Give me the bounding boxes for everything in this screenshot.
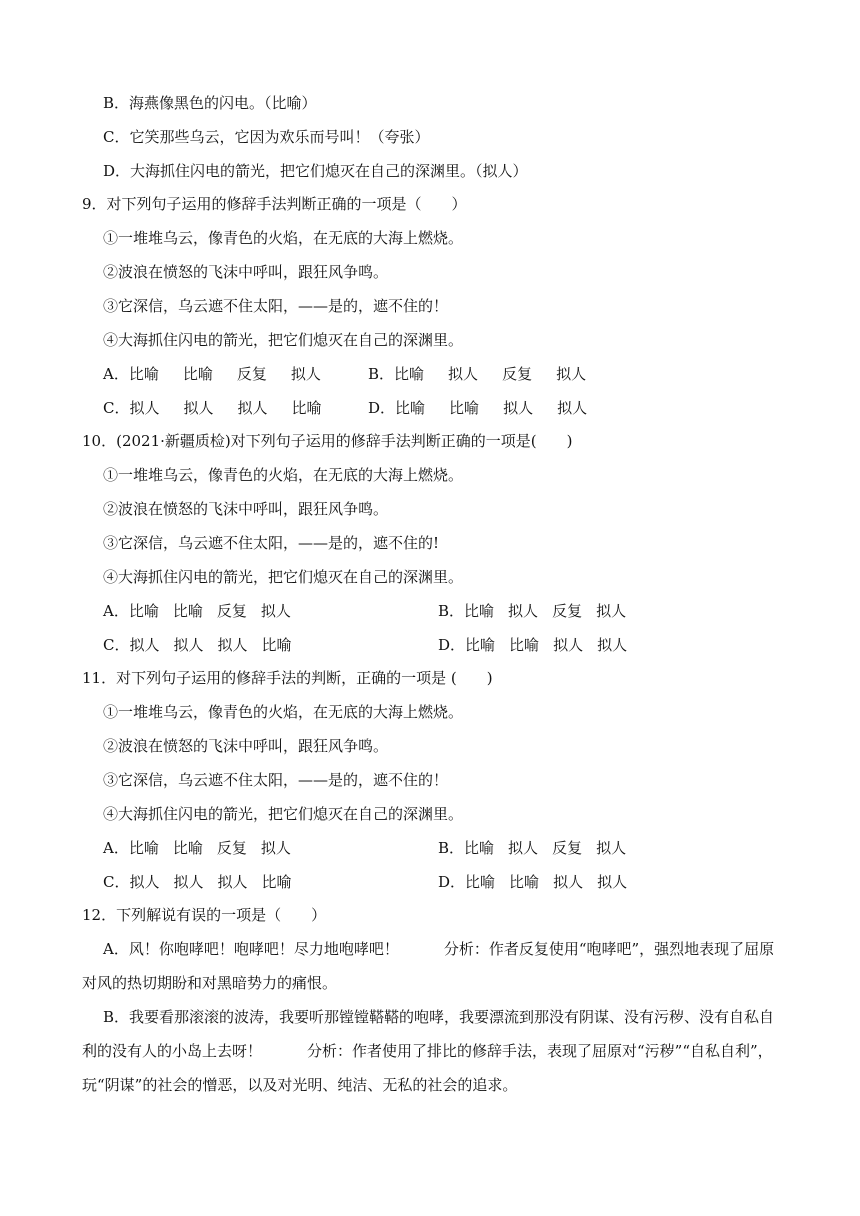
q11-sentence-4: ④大海抓住闪电的箭光，把它们熄灭在自己的深渊里。 <box>103 805 464 823</box>
q10-sentence-1: ①一堆堆乌云，像青色的火焰，在无底的大海上燃烧。 <box>103 466 464 484</box>
q9-sentence-1: ①一堆堆乌云，像青色的火焰，在无底的大海上燃烧。 <box>103 229 464 247</box>
q10-option-c: C．拟人 拟人 拟人 比喻 <box>103 636 292 654</box>
q11-sentence-1: ①一堆堆乌云，像青色的火焰，在无底的大海上燃烧。 <box>103 703 464 721</box>
q9-sentence-2: ②波浪在愤怒的飞沫中呼叫，跟狂风争鸣。 <box>103 263 389 281</box>
question-12-stem: 12．下列解说有误的一项是（ ） <box>82 906 327 924</box>
q12-option-a <box>82 932 782 1000</box>
q10-sentence-3: ③它深信，乌云遮不住太阳，——是的，遮不住的! <box>103 534 440 552</box>
q10-sentence-4: ④大海抓住闪电的箭光，把它们熄灭在自己的深渊里。 <box>103 568 464 586</box>
q11-sentence-2: ②波浪在愤怒的飞沫中呼叫，跟狂风争鸣。 <box>103 737 389 755</box>
q10-option-b: B．比喻 拟人 反复 拟人 <box>438 602 627 620</box>
option-d-prev: D．大海抓住闪电的箭光，把它们熄灭在自己的深渊里。（拟人） <box>103 162 528 180</box>
q11-sentence-3: ③它深信，乌云遮不住太阳，——是的，遮不住的！ <box>103 771 449 789</box>
q9-option-a: A．比喻 比喻 反复 拟人 <box>103 365 321 383</box>
q11-option-d: D．比喻 比喻 拟人 拟人 <box>438 873 628 891</box>
q11-option-b: B．比喻 拟人 反复 拟人 <box>438 839 627 857</box>
q12-option-a-text: A．风！你咆哮吧！咆哮吧！尽力地咆哮吧！ 分析：作者反复使用“咆哮吧”，强烈地表现了屈原对风的热切期盼和对黑暗势力的痛恨。 <box>82 940 775 992</box>
q9-option-b: B．比喻 拟人 反复 拟人 <box>368 365 587 383</box>
q9-sentence-4: ④大海抓住闪电的箭光，把它们熄灭在自己的深渊里。 <box>103 331 464 349</box>
question-9-stem: 9．对下列句子运用的修辞手法判断正确的一项是（ ） <box>82 195 467 213</box>
option-b-prev: B．海燕像黑色的闪电。（比喻） <box>103 94 317 112</box>
question-10-stem: 10．(2021·新疆质检)对下列句子运用的修辞手法判断正确的一项是( ) <box>82 432 573 450</box>
q10-option-d: D．比喻 比喻 拟人 拟人 <box>438 636 628 654</box>
q9-option-c: C．拟人 拟人 拟人 比喻 <box>103 399 322 417</box>
q11-option-c: C．拟人 拟人 拟人 比喻 <box>103 873 292 891</box>
q10-sentence-2: ②波浪在愤怒的飞沫中呼叫，跟狂风争鸣。 <box>103 500 389 518</box>
q12-option-b-text: B．我要看那滚滚的波涛，我要听那镗镗鞳鞳的咆哮，我要漂流到那没有阴谋、没有污秽、没有自私自利的没有人的小岛上去呀！ 分析：作者使用了排比的修辞手法，表现了屈原对“污秽”“自私自利”，玩“阴谋”的社会的憎恶，以及对光明、纯洁、无私的社会的追求。 <box>82 1008 775 1094</box>
question-11-stem: 11．对下列句子运用的修辞手法的判断，正确的一项是 ( ) <box>82 669 493 687</box>
q11-option-a: A．比喻 比喻 反复 拟人 <box>103 839 291 857</box>
q10-option-a: A．比喻 比喻 反复 拟人 <box>103 602 291 620</box>
option-c-prev: C．它笑那些乌云，它因为欢乐而号叫！（夸张） <box>103 128 430 146</box>
q9-sentence-3: ③它深信，乌云遮不住太阳，——是的，遮不住的！ <box>103 297 449 315</box>
q9-option-d: D．比喻 比喻 拟人 拟人 <box>368 399 588 417</box>
q12-option-b <box>82 1000 782 1102</box>
